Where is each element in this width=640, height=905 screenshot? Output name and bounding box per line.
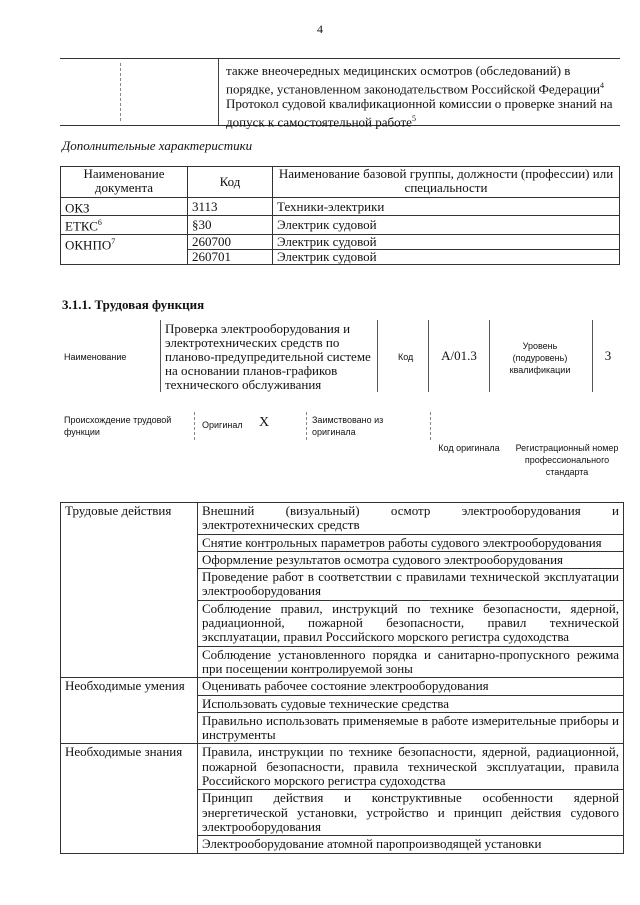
table-header-row [61, 167, 620, 198]
page-number: 4 [317, 22, 323, 36]
continuation-text [226, 63, 618, 130]
item-cell: Снятие контрольных параметров работы судового электрооборудования [198, 534, 624, 551]
category-cell: Необходимые знания [61, 744, 198, 853]
continuation-table [60, 58, 620, 130]
doc-cell: ОКНПО$^7$ [61, 234, 188, 264]
footnote-ref: 4 [600, 81, 605, 90]
continuation-line: допуск к самостоятельной работе$^5$ [226, 114, 416, 130]
name-cell: Электрик судовой [273, 249, 620, 264]
name-cell: Техники-электрики [273, 198, 620, 216]
header-code: Код [188, 167, 273, 198]
level-label: Уровень (подуровень) квалификации [509, 341, 571, 375]
code-cell: 3113 [188, 198, 273, 216]
header-group-name: Наименование базовой группы, должности (профессии) или специальности [273, 167, 620, 198]
table-row [61, 678, 624, 695]
actions-table [60, 502, 624, 854]
footnote-ref: 5 [411, 114, 416, 124]
origin-label: Происхождение трудовой функции [64, 415, 172, 437]
name-cell: Электрик судовой [273, 216, 620, 234]
item-cell: Соблюдение установленного порядка и санитарно-пропускного режима при посещении контролируемой зоны [198, 646, 624, 678]
dashed-divider [120, 63, 121, 121]
additional-characteristics-title: Дополнительные характеристики [62, 138, 253, 153]
item-cell: Правила, инструкции по технике безопасности, ядерной, радиационной, пожарной безопасности, правила технической эксплуатации, правила Российского морского регистра судоходства [198, 744, 624, 790]
doc-cell: ОКЗ [61, 198, 188, 216]
function-heading: 3.1.1. Трудовая функция [62, 297, 205, 312]
name-cell: Электрик судовой [273, 234, 620, 249]
item-cell: Соблюдение правил, инструкций по технике безопасности, ядерной, радиационной, пожарной безопасности, правил технической эксплуатации, правил Российского морского регистра судоходства [198, 600, 624, 646]
table-row [61, 503, 624, 535]
continuation-line: Протокол судовой квалификационной комиссии о проверке знаний на [226, 96, 613, 112]
item-cell: Принцип действия и конструктивные особенности ядерной энергетической установки, устройство и принцип действия судового электрооборудования [198, 790, 624, 836]
item-cell: Внешний (визуальный) осмотр электрооборудования и электротехнических средств [198, 503, 624, 535]
continuation-line: также внеочередных медицинских осмотров (обследований) в [226, 63, 571, 78]
function-name-value: Проверка электрооборудования и электротехнических средств по планово-предупредительной системе на основании планов-графиков технического обслуживания [160, 320, 378, 392]
code-cell: 260700 [188, 234, 273, 249]
code-cell: §30 [188, 216, 273, 234]
origin-borrowed-label: Заимствовано из оригинала [312, 415, 384, 437]
item-cell: Использовать судовые технические средства [198, 695, 624, 712]
item-cell: Оценивать рабочее состояние электрооборудования [198, 678, 624, 695]
table-row [61, 216, 620, 234]
continuation-line: порядке, установленном законодательством Российской Федерации$^4$ [226, 81, 605, 97]
code-label: Код [398, 352, 414, 362]
item-cell: Проведение работ в соответствии с правилами технической эксплуатации электрооборудования [198, 569, 624, 601]
origin-original-mark: X [259, 415, 270, 430]
original-code-label: Код оригинала [438, 443, 500, 453]
item-cell: Оформление результатов осмотра судового электрооборудования [198, 551, 624, 568]
category-cell: Трудовые действия [61, 503, 198, 678]
doc-cell: ЕТКС$^6$ [61, 216, 188, 234]
dashed-divider [194, 412, 195, 440]
table-row [61, 234, 620, 249]
header-document: Наименование документа [61, 167, 188, 198]
function-code-value: A/01.3 [428, 320, 490, 392]
name-label: Наименование [64, 352, 127, 362]
item-cell: Правильно использовать применяемые в работе измерительные приборы и инструменты [198, 712, 624, 744]
table-row [61, 198, 620, 216]
category-cell: Необходимые умения [61, 678, 198, 744]
level-value: 3 [592, 320, 623, 392]
origin-original-label: Оригинал [202, 420, 243, 430]
dashed-divider [306, 412, 307, 440]
code-cell: 260701 [188, 249, 273, 264]
continuation-left-cell [60, 59, 219, 125]
additional-characteristics-table [60, 166, 620, 265]
item-cell: Электрооборудование атомной паропроизводящей установки [198, 836, 624, 853]
table-row [61, 744, 624, 790]
registration-number-label: Регистрационный номер профессионального стандарта [515, 443, 619, 477]
dashed-divider [430, 412, 431, 440]
